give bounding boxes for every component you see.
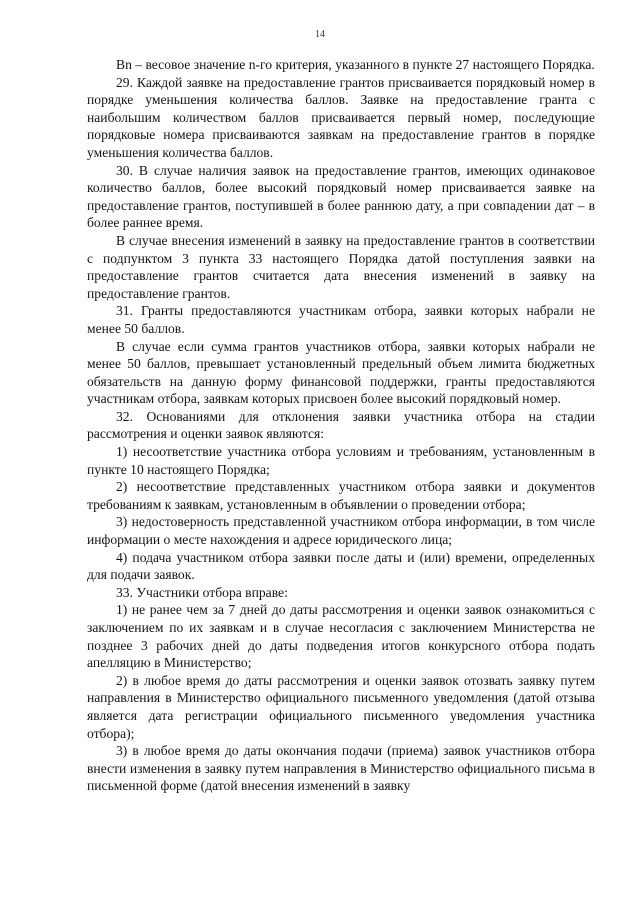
paragraph-32-item-4: 4) подача участником отбора заявки после даты и (или) времени, определенных для подачи заявок.: [87, 549, 595, 583]
paragraph-33-item-1: 1) не ранее чем за 7 дней до даты рассмотрения и оценки заявок ознакомиться с заключением по их заявкам и в случае несогласия с заключением Министерства не позднее 3 рабочих дней до даты подведения итогов конкурсного отбора подать апелляцию в Министерство;: [87, 602, 595, 671]
paragraph-32-item-1: 1) несоответствие участника отбора условиям и требованиям, установленным в пункте 10 настоящего Порядка;: [87, 444, 595, 477]
document-body: [87, 56, 595, 795]
paragraph-33-item-2: 2) в любое время до даты рассмотрения и оценки заявок отозвать заявку путем направления в Министерство официального письменного уведомления (датой отзыва является дата регистрации официального письменного уведомления участника отбора);: [87, 672, 595, 741]
paragraph-32-item-2: 2) несоответствие представленных участником отбора заявки и документов требованиям к заявкам, установленным в объявлении о проведении отбора;: [87, 479, 595, 512]
page-number: 14: [315, 29, 325, 40]
paragraph-30-changes: В случае внесения изменений в заявку на предоставление грантов в соответствии с подпунктом 3 пункта 33 настоящего Порядка датой поступления заявки на предоставление грантов считается дата внесения изменений в заявку на предоставление грантов.: [87, 232, 595, 301]
paragraph-33: 33. Участники отбора вправе:: [116, 584, 288, 600]
paragraph-31-limit: В случае если сумма грантов участников отбора, заявки которых набрали не менее 50 баллов, превышает установленный предельный объем лимита бюджетных обязательств на данную форму финансовой поддержки, гранты предоставляются участникам отбора, заявкам которых присвоен более высокий порядковый номер.: [87, 338, 595, 407]
paragraph-31: 31. Гранты предоставляются участникам отбора, заявки которых набрали не менее 50 баллов.: [87, 303, 595, 336]
paragraph-29: 29. Каждой заявке на предоставление грантов присваивается порядковый номер в порядке уменьшения количества баллов. Заявке на предоставление гранта с наибольшим количеством баллов присваивается первый номер, последующие порядковые номера присваиваются заявкам на предоставление грантов в порядке уменьшения количества баллов.: [87, 74, 595, 160]
paragraph-32: 32. Основаниями для отклонения заявки участника отбора на стадии рассмотрения и оценки заявок являются:: [87, 408, 595, 442]
paragraph-30: 30. В случае наличия заявок на предоставление грантов, имеющих одинаковое количество баллов, более высокий порядковый номер присваивается заявке на предоставление грантов, поступившей в более раннюю дату, а при совпадении дат – в более раннее время.: [87, 162, 595, 231]
paragraph-33-item-3: 3) в любое время до даты окончания подачи (приема) заявок участников отбора внести изменения в заявку путем направления в Министерство официального письма в письменной форме (датой внесения изменений в заявку: [87, 743, 595, 794]
paragraph-weight-definition: Вn – весовое значение n-го критерия, указанного в пункте 27 настоящего Порядка.: [116, 57, 595, 72]
paragraph-32-item-3: 3) недостоверность представленной участником отбора информации, в том числе информации о месте нахождения и адресе юридического лица;: [87, 514, 595, 548]
